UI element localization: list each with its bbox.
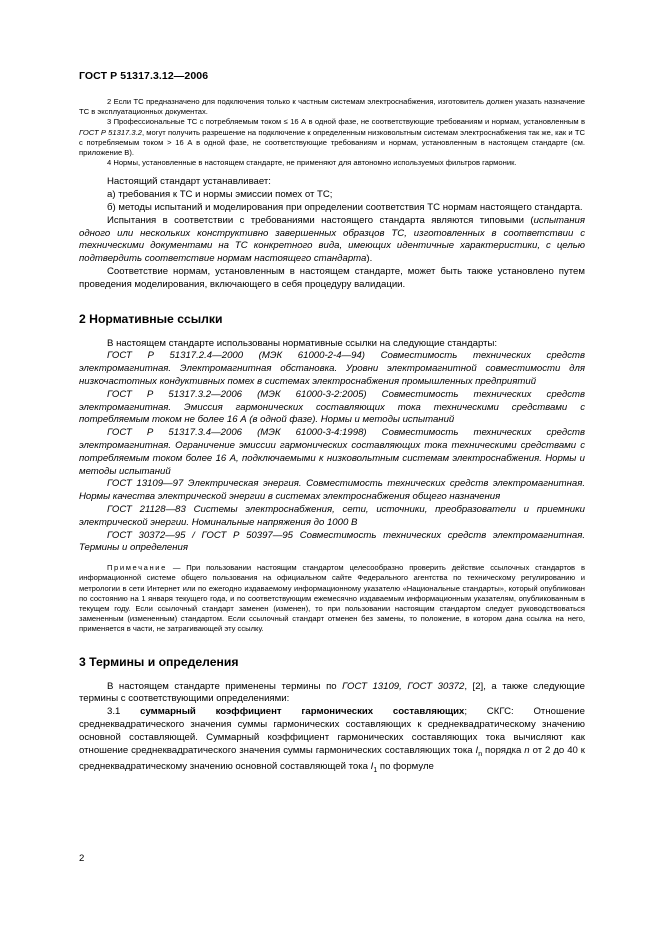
standard-header: ГОСТ Р 51317.3.12—2006 [79,70,209,82]
note-3-ref: ГОСТ Р 51317.3.2 [79,127,142,137]
normative-ref: ГОСТ 30372—95 / ГОСТ Р 50397—95 Совместимость технических средств электромагнитная. Термины и определения [79,529,585,554]
scope-item-a: а) требования к ТС и нормы эмиссии помех от ТС; [107,189,333,201]
section-2-intro: В настоящем стандарте использованы нормативные ссылки на следующие стандарты: [107,337,498,349]
section-3-intro: В настоящем стандарте применены термины по ГОСТ 13109, ГОСТ 30372, [2], а также следующие термины с соответствующими определениями: [79,680,586,705]
section-3-heading: 3 Термины и определения [79,654,239,669]
definition-3-1: 3.1 суммарный коэффициент гармонических составляющих; СКГС: Отношение среднеквадратического значения суммы гармонических составляющих к среднеквадратическому значению основной составляющей. Суммарный коэффициент гармонических составляющих тока вычисляют как отношение среднеквадратического значения суммы гармонических составляющих тока $I_n$ порядка n от 2 до 40 к среднеквадратическому значению основной составляющей тока $I_1$ по формуле [79,706,585,775]
scope-item-b: б) методы испытаний и моделирования при определении соответствия ТС нормам настоящего стандарта. [107,202,583,214]
definition-term: суммарный коэффициент гармонических составляющих [140,706,465,718]
normative-ref: ГОСТ Р 51317.2.4—2000 (МЭК 61000-2-4—94) Совместимость технических средств электромагнитная. Электромагнитная обстановка. Уровни электромагнитной совместимости для низкочастотных кондуктивных помех в системах электроснабжения промышленных предприятий [79,350,585,387]
normative-ref: ГОСТ Р 51317.3.2—2006 (МЭК 61000-3-2:2005) Совместимость технических средств электромагнитная. Эмиссия гармонических составляющих тока техническими средствами с потребляемым током не более 16 А (в одной фазе). Нормы и методы испытаний [79,388,585,426]
normative-ref: ГОСТ Р 51317.3.4—2006 (МЭК 61000-3-4:1998) Совместимость технических средств электромагнитная. Ограничение эмиссии гармонических составляющих тока техническими средствами с потребляемым током более 16 А, подключаемыми к низковольтным системам электроснабжения. Нормы и методы испытаний [79,427,585,477]
scope-intro: Настоящий стандарт устанавливает: [107,176,271,188]
normative-ref: ГОСТ 21128—83 Системы электроснабжения, сети, источники, преобразователи и приемники электрической энергии. Номинальные напряжения до 1000 В [79,503,585,528]
section-2-note: Примечание — При пользовании настоящим стандартом целесообразно проверить действие ссылочных стандартов в информационной системе общего пользования на официальном сайте Федерального агентства по техническому регулированию и метрологии в сети Интернет или по ежегодно издаваемому информационному указателю «Национальные стандарты», который опубликован по состоянию на 1 января текущего года, и по соответствующим ежемесячно издаваемым информационным указателям, опубликованным в текущем году. Если ссылочный стандарт заменен (изменен), то при пользовании настоящим стандартом следует руководствоваться замененным (измененным) стандартом. Если ссылочный стандарт отменен без замены, то положение, в котором дана ссылка на него, применяется в части, не затрагивающей эту ссылку. [79,563,585,634]
note-3: 3 Профессиональные ТС с потребляемым током ≤ 16 А в одной фазе, не соответствующие требованиям и нормам, установленным в ГОСТ Р 51317.3.2, могут получить разрешение на подключение к определенным низковольтным системам электроснабжения так же, как и ТС с потребляемым током > 16 А в одной фазе, не соответствующие требованиям и нормам, установленным в настоящем стандарте (см. приложение В). [79,117,585,158]
page-number: 2 [79,853,85,864]
section-2-heading: 2 Нормативные ссылки [79,311,223,326]
scope-tests: Испытания в соответствии с требованиями настоящего стандарта являются типовыми (испытания одного или нескольких конструктивно завершенных образцов ТС, изготовленных в соответствии с техническими документами на ТС конкретного вида, имеющих идентичные характеристики, с целью подтвердить соответствие нормам настоящего стандарта). [79,214,585,265]
normative-ref: ГОСТ 13109—97 Электрическая энергия. Совместимость технических средств электромагнитная. Нормы качества электрической энергии в системах электроснабжения общего назначения [79,478,585,503]
scope-conformity: Соответствие нормам, установленным в настоящем стандарте, может быть также установлено путем проведения моделирования, включающего в себя процедуру валидации. [79,266,585,290]
note-2: 2 Если ТС предназначено для подключения только к частным системам электроснабжения, изготовитель должен указать назначение ТС в эксплуатационных документах. [79,97,585,117]
note-label: Примечание [107,563,167,573]
page-content [79,97,585,778]
note-4: 4 Нормы, установленные в настоящем стандарте, не применяют для автономно используемых фильтров гармоник. [107,158,517,168]
